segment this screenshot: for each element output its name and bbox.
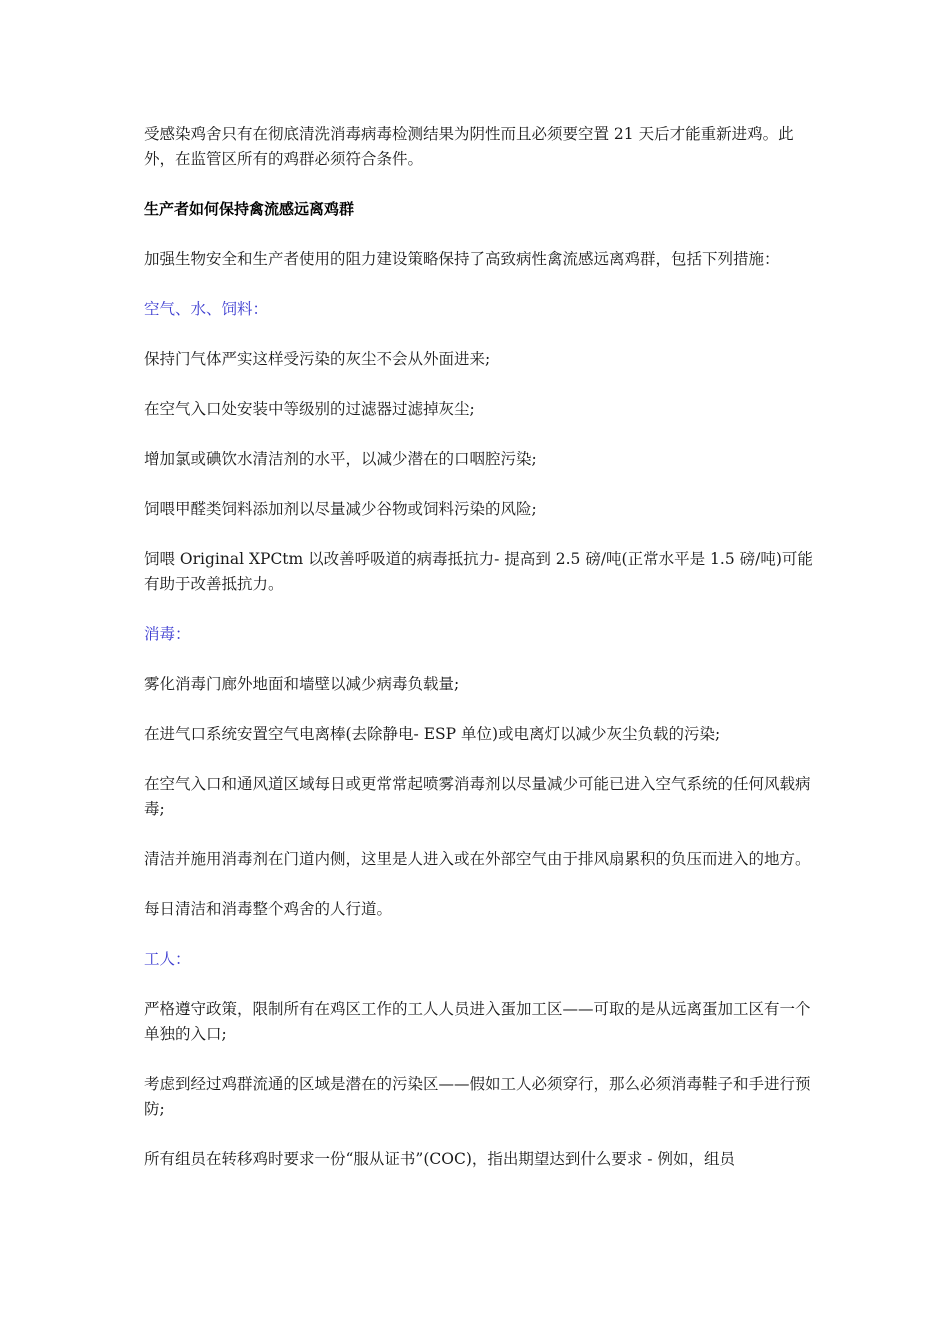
paragraph-item: 增加氯或碘饮水清洁剂的水平，以减少潜在的口咽腔污染; xyxy=(144,450,537,468)
paragraph-item: 严格遵守政策，限制所有在鸡区工作的工人人员进入蛋加工区——可取的是从远离蛋加工区有一个单独的入口; xyxy=(144,1000,811,1043)
subheading-air-water-feed: 空气、水、饲料： xyxy=(144,300,269,318)
paragraph-item: 清洁并施用消毒剂在门道内侧，这里是人进入或在外部空气由于排风扇累积的负压而进入的地方。 xyxy=(144,850,811,868)
paragraph-item: 每日清洁和消毒整个鸡舍的人行道。 xyxy=(144,900,393,918)
paragraph-item: 在空气入口和通风道区域每日或更常常起喷雾消毒剂以尽量减少可能已进入空气系统的任何风载病毒; xyxy=(144,775,811,818)
paragraph-item: 饲喂甲醛类饲料添加剂以尽量减少谷物或饲料污染的风险; xyxy=(144,500,537,518)
paragraph-intro-measures: 加强生物安全和生产者使用的阻力建设策略保持了高致病性禽流感远离鸡群，包括下列措施： xyxy=(144,250,780,268)
paragraph-quarantine-rule: 受感染鸡舍只有在彻底清洗消毒病毒检测结果为阴性而且必须要空置 21 天后才能重新进鸡。此外，在监管区所有的鸡群必须符合条件。 xyxy=(144,125,794,168)
document-body xyxy=(144,122,816,1197)
paragraph-item: 在进气口系统安置空气电离棒(去除静电- ESP 单位)或电离灯以减少灰尘负载的污染; xyxy=(144,725,721,743)
paragraph-item: 所有组员在转移鸡时要求一份“服从证书”(COC)，指出期望达到什么要求 - 例如，组员 xyxy=(144,1150,735,1168)
subheading-workers: 工人： xyxy=(144,950,191,968)
paragraph-item: 考虑到经过鸡群流通的区域是潜在的污染区——假如工人必须穿行，那么必须消毒鞋子和手进行预防; xyxy=(144,1075,811,1118)
paragraph-item: 饲喂 Original XPCtm 以改善呼吸道的病毒抵抗力- 提高到 2.5 磅/吨(正常水平是 1.5 磅/吨)可能有助于改善抵抗力。 xyxy=(144,550,813,593)
subheading-disinfection: 消毒： xyxy=(144,625,191,643)
section-heading-bold: 生产者如何保持禽流感远离鸡群 xyxy=(144,200,355,218)
paragraph-item: 保持门气体严实这样受污染的灰尘不会从外面进来; xyxy=(144,350,491,368)
paragraph-item: 雾化消毒门廊外地面和墙壁以减少病毒负载量; xyxy=(144,675,460,693)
paragraph-item: 在空气入口处安装中等级别的过滤器过滤掉灰尘; xyxy=(144,400,475,418)
